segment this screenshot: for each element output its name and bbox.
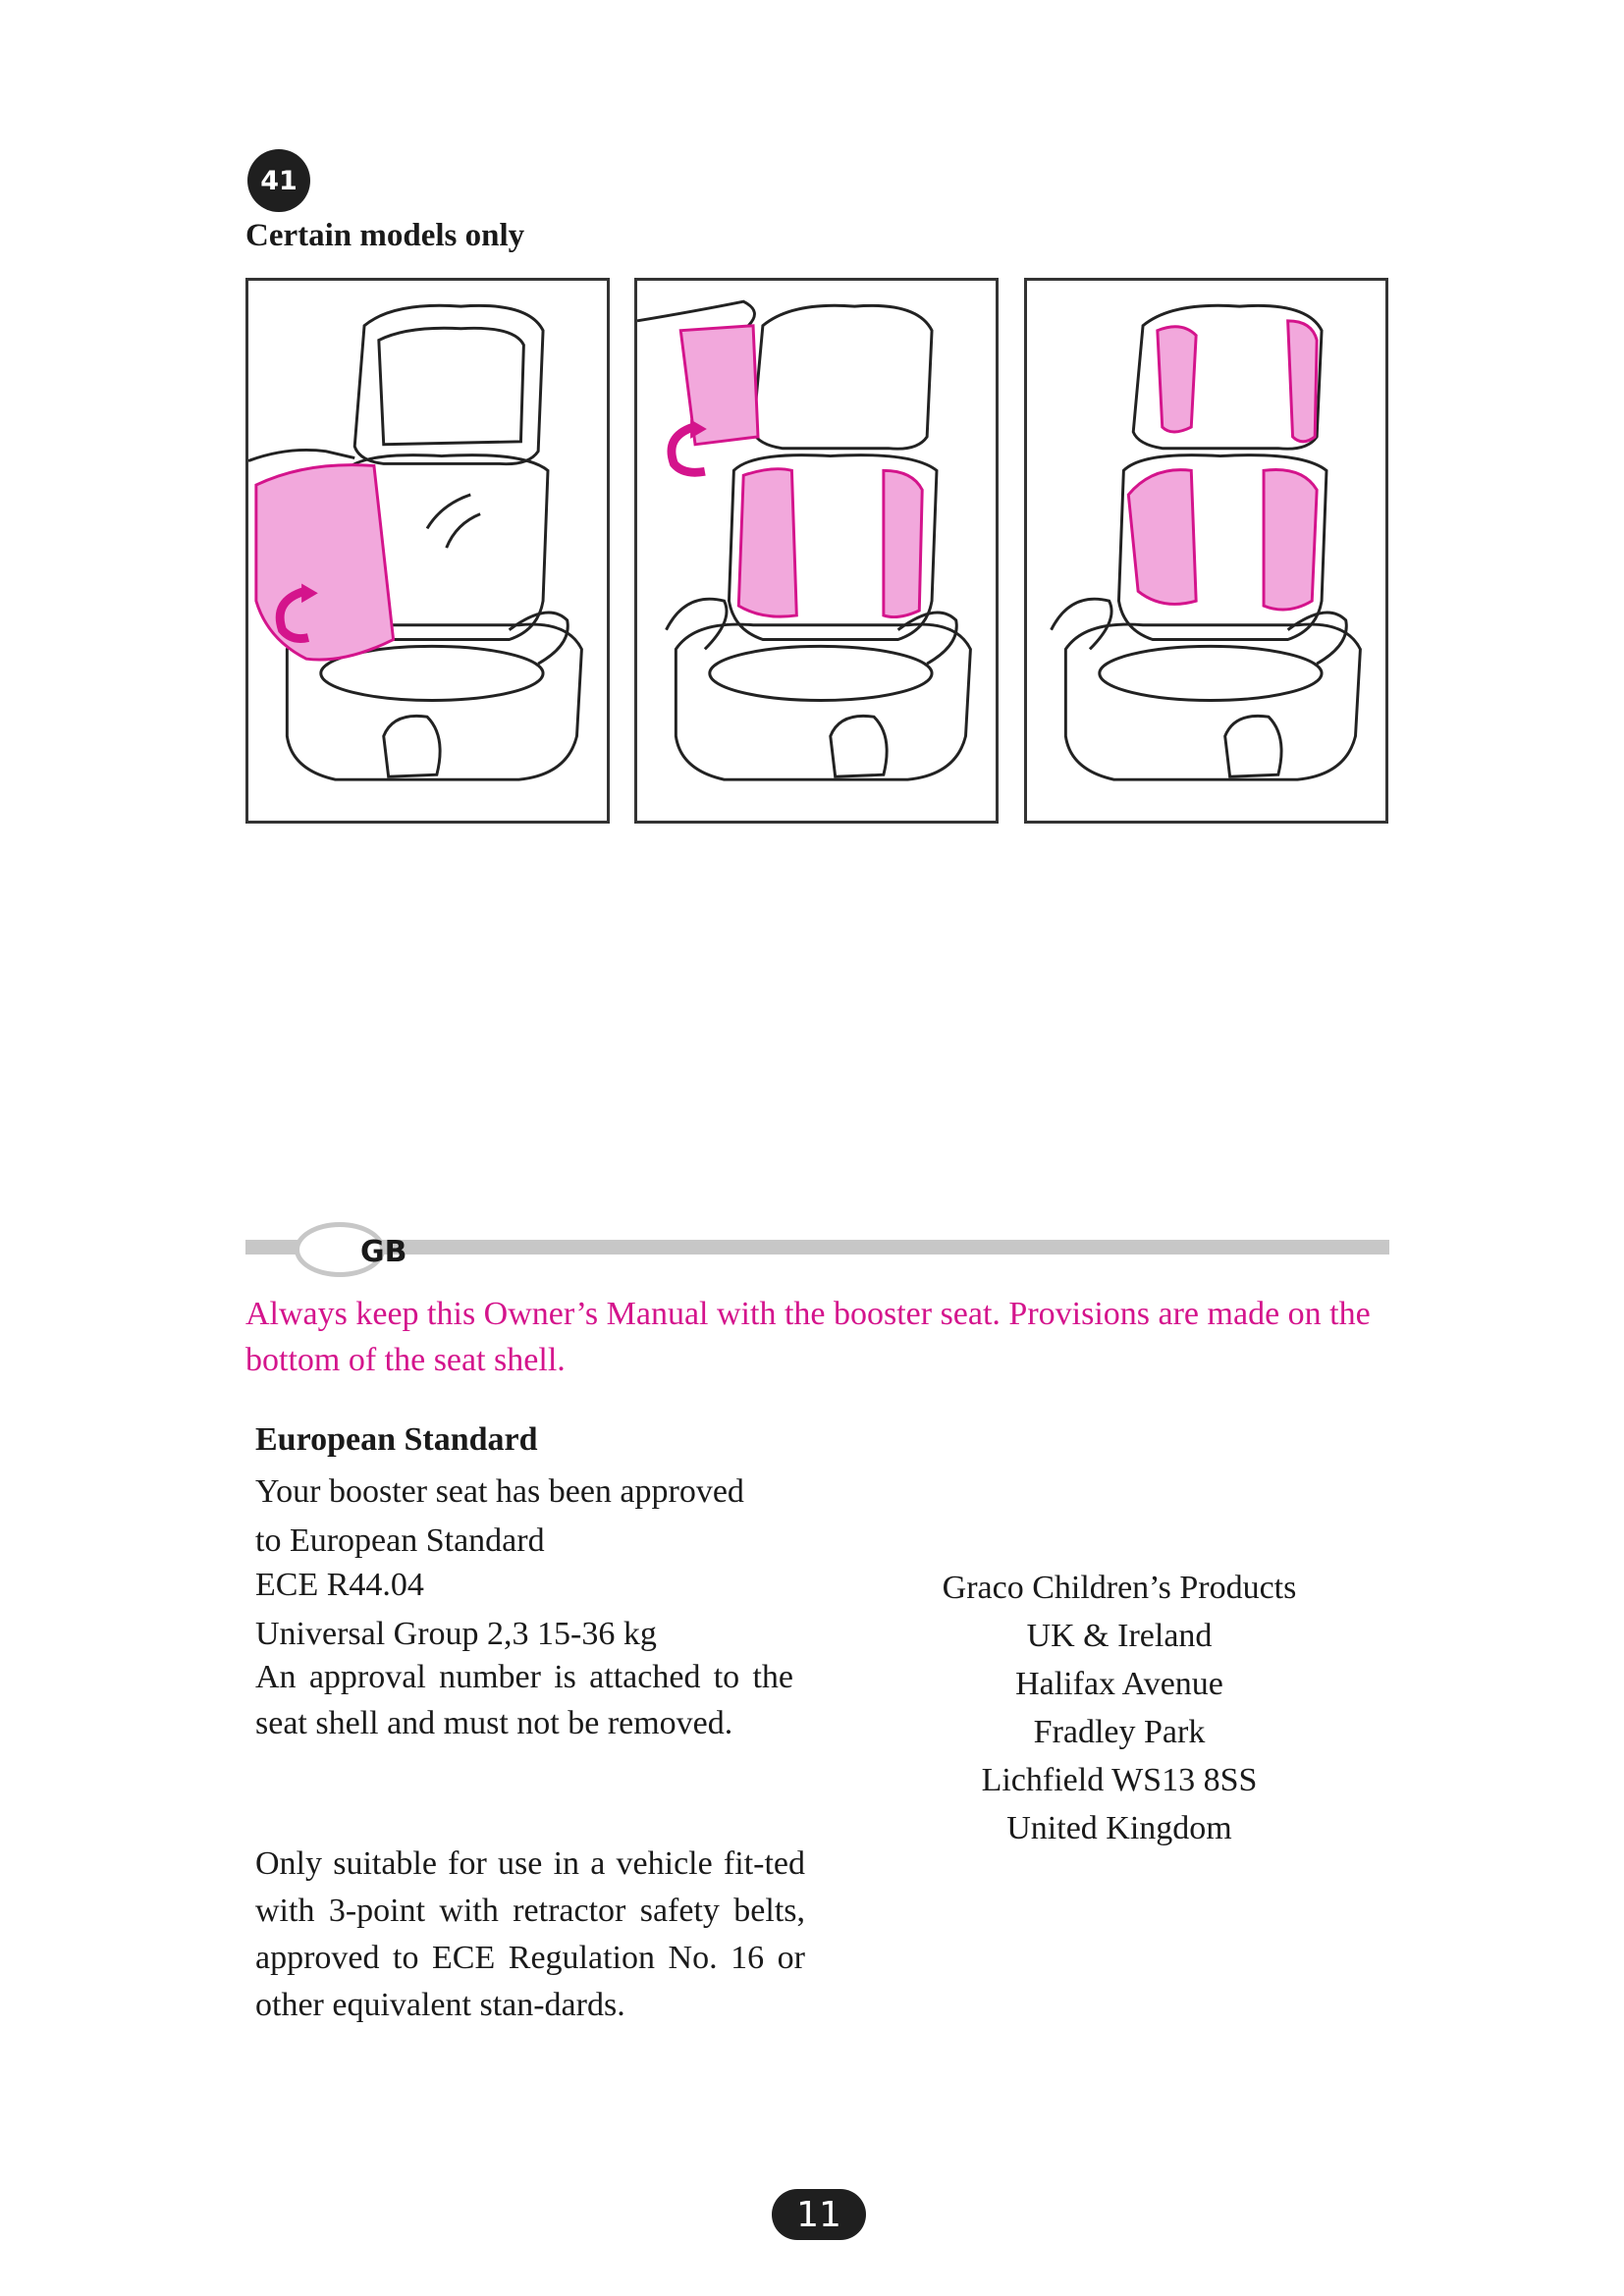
section-divider-bar (245, 1240, 1389, 1255)
address-city: Lichfield WS13 8SS (981, 1762, 1258, 1798)
vehicle-suitability-note: Only suitable for use in a vehicle fit-ted with 3-point with retractor safety belts, approved to ECE Regulation No. 16 or other equivalent stan-dards. (255, 1845, 805, 2023)
illustration-backrest-cover-removal (245, 278, 610, 824)
language-label: GB (360, 1235, 407, 1269)
standard-heading: European Standard (255, 1421, 538, 1458)
manual-keeping-notice: Always keep this Owner’s Manual with the booster seat. Provisions are made on the bottom of the seat shell. (245, 1296, 1371, 1378)
approval-number-note: An approval number is attached to the seat shell and must not be removed. (255, 1659, 793, 1741)
illustration-headrest-cover-removal (634, 278, 999, 824)
address-country: United Kingdom (1006, 1810, 1232, 1846)
step-number-badge: 41 (247, 149, 310, 212)
illustration-covers-removed (1024, 278, 1388, 824)
regulation-code: ECE R44.04 (255, 1567, 424, 1603)
address-street: Halifax Avenue (1015, 1666, 1223, 1702)
page-number: 11 (772, 2189, 866, 2240)
group-rating: Universal Group 2,3 15-36 kg (255, 1616, 657, 1652)
step-caption: Certain models only (245, 218, 525, 253)
manufacturer-address (893, 1564, 1345, 1852)
address-company: Graco Children’s Products (942, 1570, 1297, 1606)
approval-line-2: to European Standard (255, 1522, 545, 1559)
address-region: UK & Ireland (1026, 1618, 1213, 1654)
approval-line-1: Your booster seat has been approved (255, 1473, 744, 1510)
address-area: Fradley Park (1033, 1714, 1206, 1750)
